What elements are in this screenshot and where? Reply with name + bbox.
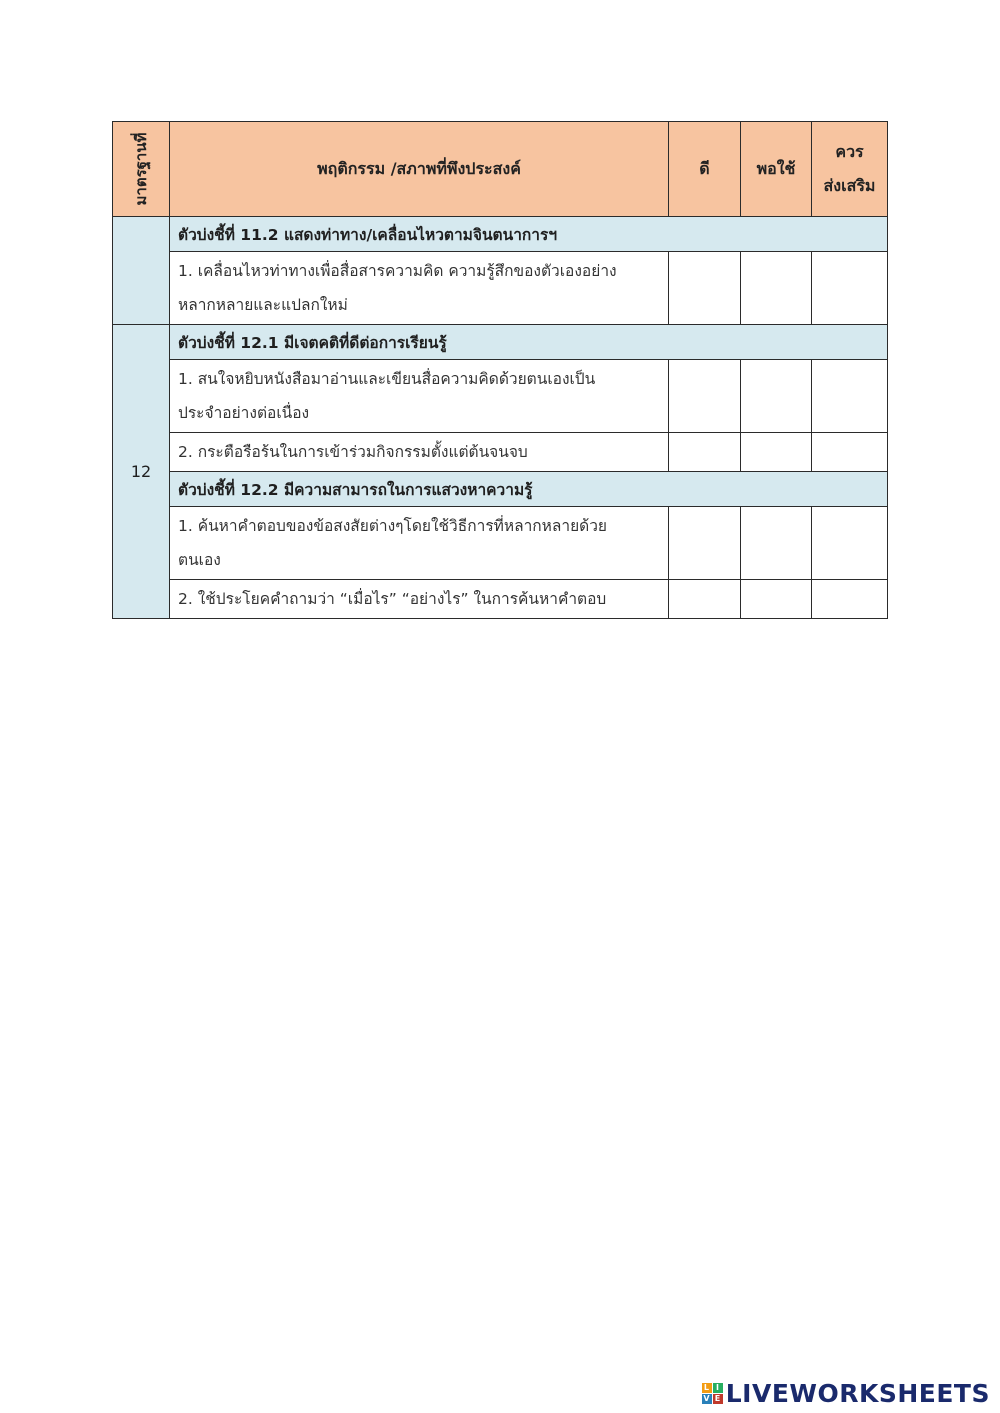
behavior-text: 1. สนใจหยิบหนังสือมาอ่านและเขียนสื่อความคิดด้วยตนเองเป็น ประจำอย่างต่อเนื่อง: [170, 360, 669, 433]
table-row: [113, 580, 888, 619]
improve-checkbox-cell[interactable]: [812, 360, 888, 433]
indicator-title: ตัวบ่งชี้ที่ 11.2 แสดงท่าทาง/เคลื่อนไหวตามจินตนาการฯ: [170, 217, 888, 252]
table-row: [113, 360, 888, 433]
improve-checkbox-cell[interactable]: [812, 507, 888, 580]
standard-cell: 12: [113, 325, 170, 619]
improve-header: ควร ส่งเสริม: [812, 122, 888, 217]
behavior-text: 2. ใช้ประโยคคำถามว่า “เมื่อไร” “อย่างไร” ในการค้นหาคำตอบ: [170, 580, 669, 619]
table-row: [113, 433, 888, 472]
good-checkbox-cell[interactable]: [669, 360, 741, 433]
fair-checkbox-cell[interactable]: [741, 580, 812, 619]
indicator-row: [113, 472, 888, 507]
behavior-header: พฤติกรรม /สภาพที่พึงประสงค์: [170, 122, 669, 217]
fair-checkbox-cell[interactable]: [741, 360, 812, 433]
indicator-title: ตัวบ่งชี้ที่ 12.1 มีเจตคติที่ดีต่อการเรียนรู้: [170, 325, 888, 360]
indicator-row: [113, 217, 888, 252]
good-header: ดี: [669, 122, 741, 217]
assessment-table: [112, 121, 888, 619]
indicator-title: ตัวบ่งชี้ที่ 12.2 มีความสามารถในการแสวงหาความรู้: [170, 472, 888, 507]
logo-mark-icon: L I V E: [702, 1383, 723, 1404]
good-checkbox-cell[interactable]: [669, 252, 741, 325]
good-checkbox-cell[interactable]: [669, 507, 741, 580]
good-checkbox-cell[interactable]: [669, 433, 741, 472]
fair-checkbox-cell[interactable]: [741, 507, 812, 580]
liveworksheets-logo: [702, 1379, 990, 1408]
header-row: [113, 122, 888, 217]
behavior-text: 1. ค้นหาคำตอบของข้อสงสัยต่างๆโดยใช้วิธีการที่หลากหลายด้วย ตนเอง: [170, 507, 669, 580]
standard-header: มาตรฐานที่: [113, 122, 170, 217]
table-row: [113, 507, 888, 580]
improve-checkbox-cell[interactable]: [812, 433, 888, 472]
standard-cell-empty: [113, 217, 170, 325]
behavior-text: 1. เคลื่อนไหวท่าทางเพื่อสื่อสารความคิด ความรู้สึกของตัวเองอย่าง หลากหลายและแปลกใหม่: [170, 252, 669, 325]
improve-checkbox-cell[interactable]: [812, 252, 888, 325]
behavior-text: 2. กระตือรือร้นในการเข้าร่วมกิจกรรมตั้งแต่ต้นจนจบ: [170, 433, 669, 472]
fair-checkbox-cell[interactable]: [741, 252, 812, 325]
improve-checkbox-cell[interactable]: [812, 580, 888, 619]
fair-header: พอใช้: [741, 122, 812, 217]
fair-checkbox-cell[interactable]: [741, 433, 812, 472]
indicator-row: [113, 325, 888, 360]
table-row: [113, 252, 888, 325]
good-checkbox-cell[interactable]: [669, 580, 741, 619]
logo-text: LIVEWORKSHEETS: [725, 1379, 990, 1408]
